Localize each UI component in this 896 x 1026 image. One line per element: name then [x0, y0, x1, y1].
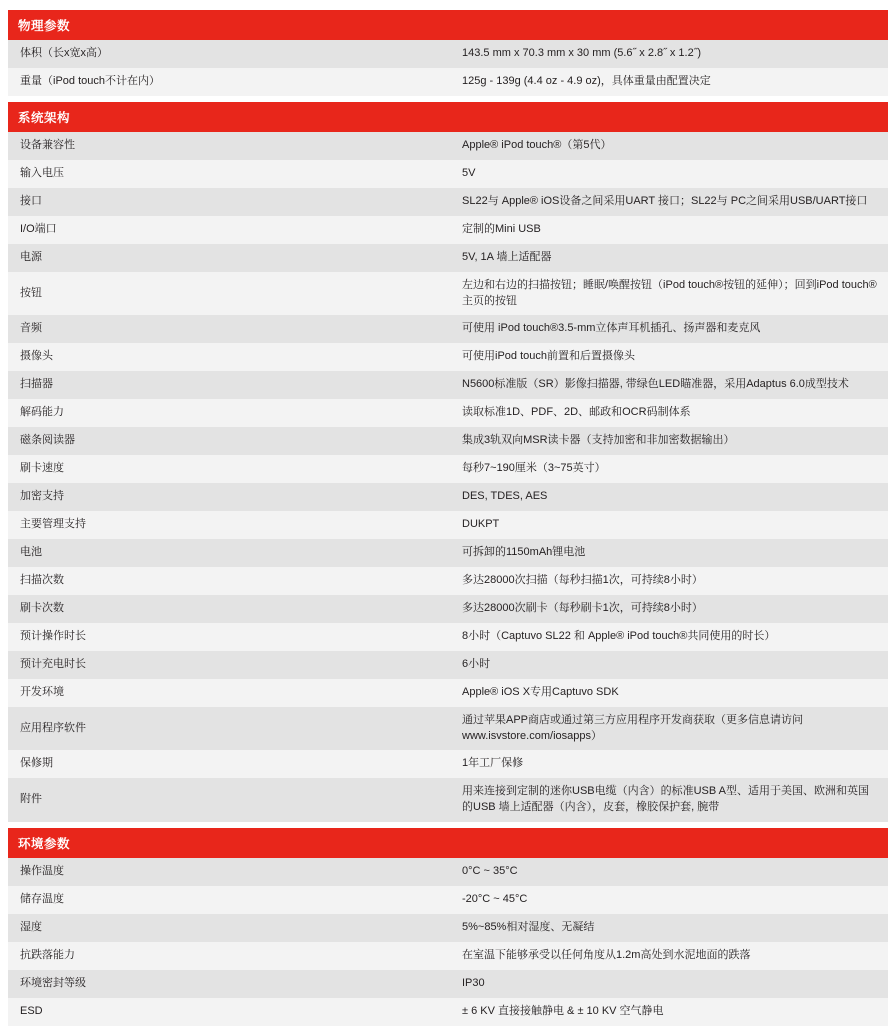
table-row	[8, 132, 888, 160]
table-row	[8, 567, 888, 595]
table-row	[8, 315, 888, 343]
spec-label: 加密支持	[8, 483, 448, 511]
spec-label: 摄像头	[8, 343, 448, 371]
section-header-label: 物理参数	[8, 10, 888, 40]
table-row	[8, 399, 888, 427]
table-row	[8, 707, 888, 751]
table-row	[8, 216, 888, 244]
spec-value: 用来连接到定制的迷你USB电缆（内含）的标准USB A型、适用于美国、欧洲和英国的USB 墙上适配器（内含），皮套，橡胶保护套, 腕带	[448, 778, 888, 822]
section-header-physical	[8, 10, 888, 40]
table-row	[8, 998, 888, 1026]
table-row	[8, 68, 888, 96]
spec-value: SL22与 Apple® iOS设备之间采用UART 接口；SL22与 PC之间采用USB/UART接口	[448, 188, 888, 216]
spec-label: 输入电压	[8, 160, 448, 188]
table-row	[8, 778, 888, 822]
spec-value: 6小时	[448, 651, 888, 679]
spec-label: I/O端口	[8, 216, 448, 244]
spec-label: 抗跌落能力	[8, 942, 448, 970]
spec-value: DUKPT	[448, 511, 888, 539]
spec-label: 接口	[8, 188, 448, 216]
spec-label: 保修期	[8, 750, 448, 778]
spec-value: 可拆卸的1150mAh锂电池	[448, 539, 888, 567]
spec-value: 读取标准1D、PDF、2D、邮政和OCR码制体系	[448, 399, 888, 427]
spec-value: 0°C ~ 35°C	[448, 858, 888, 886]
spec-label: 电源	[8, 244, 448, 272]
spec-label: 按钮	[8, 272, 448, 316]
spec-value: 可使用 iPod touch®3.5-mm立体声耳机插孔、扬声器和麦克风	[448, 315, 888, 343]
spec-label: 音频	[8, 315, 448, 343]
spec-label: 刷卡速度	[8, 455, 448, 483]
spec-value: Apple® iPod touch®（第5代）	[448, 132, 888, 160]
spec-value: 143.5 mm x 70.3 mm x 30 mm (5.6˝ x 2.8˝ x 1.2˝)	[448, 40, 888, 68]
spec-value: -20°C ~ 45°C	[448, 886, 888, 914]
spec-label: 体积（长x宽x高）	[8, 40, 448, 68]
spec-label: 操作温度	[8, 858, 448, 886]
spec-value: N5600标准版（SR）影像扫描器, 带绿色LED瞄准器，采用Adaptus 6.0成型技术	[448, 371, 888, 399]
table-row	[8, 750, 888, 778]
spec-value: 可使用iPod touch前置和后置摄像头	[448, 343, 888, 371]
table-row	[8, 160, 888, 188]
page-top-spacer	[0, 0, 896, 10]
spec-value: ± 6 KV 直接接触静电 & ± 10 KV 空气静电	[448, 998, 888, 1026]
spec-label: ESD	[8, 998, 448, 1026]
spec-label: 应用程序软件	[8, 707, 448, 751]
specification-table	[8, 10, 888, 1026]
spec-value: 定制的Mini USB	[448, 216, 888, 244]
table-row	[8, 427, 888, 455]
table-row	[8, 942, 888, 970]
section-header-architecture	[8, 102, 888, 132]
table-row	[8, 343, 888, 371]
spec-label: 刷卡次数	[8, 595, 448, 623]
table-row	[8, 40, 888, 68]
table-row	[8, 970, 888, 998]
spec-label: 预计操作时长	[8, 623, 448, 651]
table-row	[8, 858, 888, 886]
spec-label: 重量（iPod touch不计在内）	[8, 68, 448, 96]
table-row	[8, 539, 888, 567]
spec-value: 5V	[448, 160, 888, 188]
table-row	[8, 272, 888, 316]
spec-label: 解码能力	[8, 399, 448, 427]
spec-value: 左边和右边的扫描按钮；睡眠/唤醒按钮（iPod touch®按钮的延伸）；回到iPod touch®主页的按钮	[448, 272, 888, 316]
spec-label: 磁条阅读器	[8, 427, 448, 455]
spec-value: IP30	[448, 970, 888, 998]
spec-label: 湿度	[8, 914, 448, 942]
spec-value: 集成3轨双向MSR读卡器（支持加密和非加密数据输出）	[448, 427, 888, 455]
table-row	[8, 651, 888, 679]
spec-label: 开发环境	[8, 679, 448, 707]
spec-label: 扫描器	[8, 371, 448, 399]
spec-value: 多达28000次扫描（每秒扫描1次，可持续8小时）	[448, 567, 888, 595]
table-row	[8, 914, 888, 942]
spec-label: 设备兼容性	[8, 132, 448, 160]
spec-label: 主要管理支持	[8, 511, 448, 539]
table-row	[8, 244, 888, 272]
table-row	[8, 455, 888, 483]
spec-label: 扫描次数	[8, 567, 448, 595]
section-header-label: 系统架构	[8, 102, 888, 132]
spec-value: 5V, 1A 墙上适配器	[448, 244, 888, 272]
spec-value: 在室温下能够承受以任何角度从1.2m高处到水泥地面的跌落	[448, 942, 888, 970]
spec-value: 1年工厂保修	[448, 750, 888, 778]
spec-value: 5%~85%相对湿度、无凝结	[448, 914, 888, 942]
section-header-label: 环境参数	[8, 828, 888, 858]
spec-label: 预计充电时长	[8, 651, 448, 679]
spec-value: DES, TDES, AES	[448, 483, 888, 511]
spec-label: 附件	[8, 778, 448, 822]
spec-value: Apple® iOS X专用Captuvo SDK	[448, 679, 888, 707]
table-row	[8, 483, 888, 511]
table-row	[8, 511, 888, 539]
table-row	[8, 595, 888, 623]
spec-label: 电池	[8, 539, 448, 567]
table-row	[8, 886, 888, 914]
spec-value: 8小时（Captuvo SL22 和 Apple® iPod touch®共同使用的时长）	[448, 623, 888, 651]
spec-value: 多达28000次刷卡（每秒刷卡1次，可持续8小时）	[448, 595, 888, 623]
section-header-environment	[8, 828, 888, 858]
spec-value: 125g - 139g (4.4 oz - 4.9 oz)，具体重量由配置决定	[448, 68, 888, 96]
table-row	[8, 371, 888, 399]
spec-value: 每秒7~190厘米（3~75英寸）	[448, 455, 888, 483]
spec-label: 储存温度	[8, 886, 448, 914]
spec-value: 通过苹果APP商店或通过第三方应用程序开发商获取（更多信息请访问 www.isvstore.com/iosapps）	[448, 707, 888, 751]
table-row	[8, 188, 888, 216]
spec-label: 环境密封等级	[8, 970, 448, 998]
table-row	[8, 679, 888, 707]
table-row	[8, 623, 888, 651]
